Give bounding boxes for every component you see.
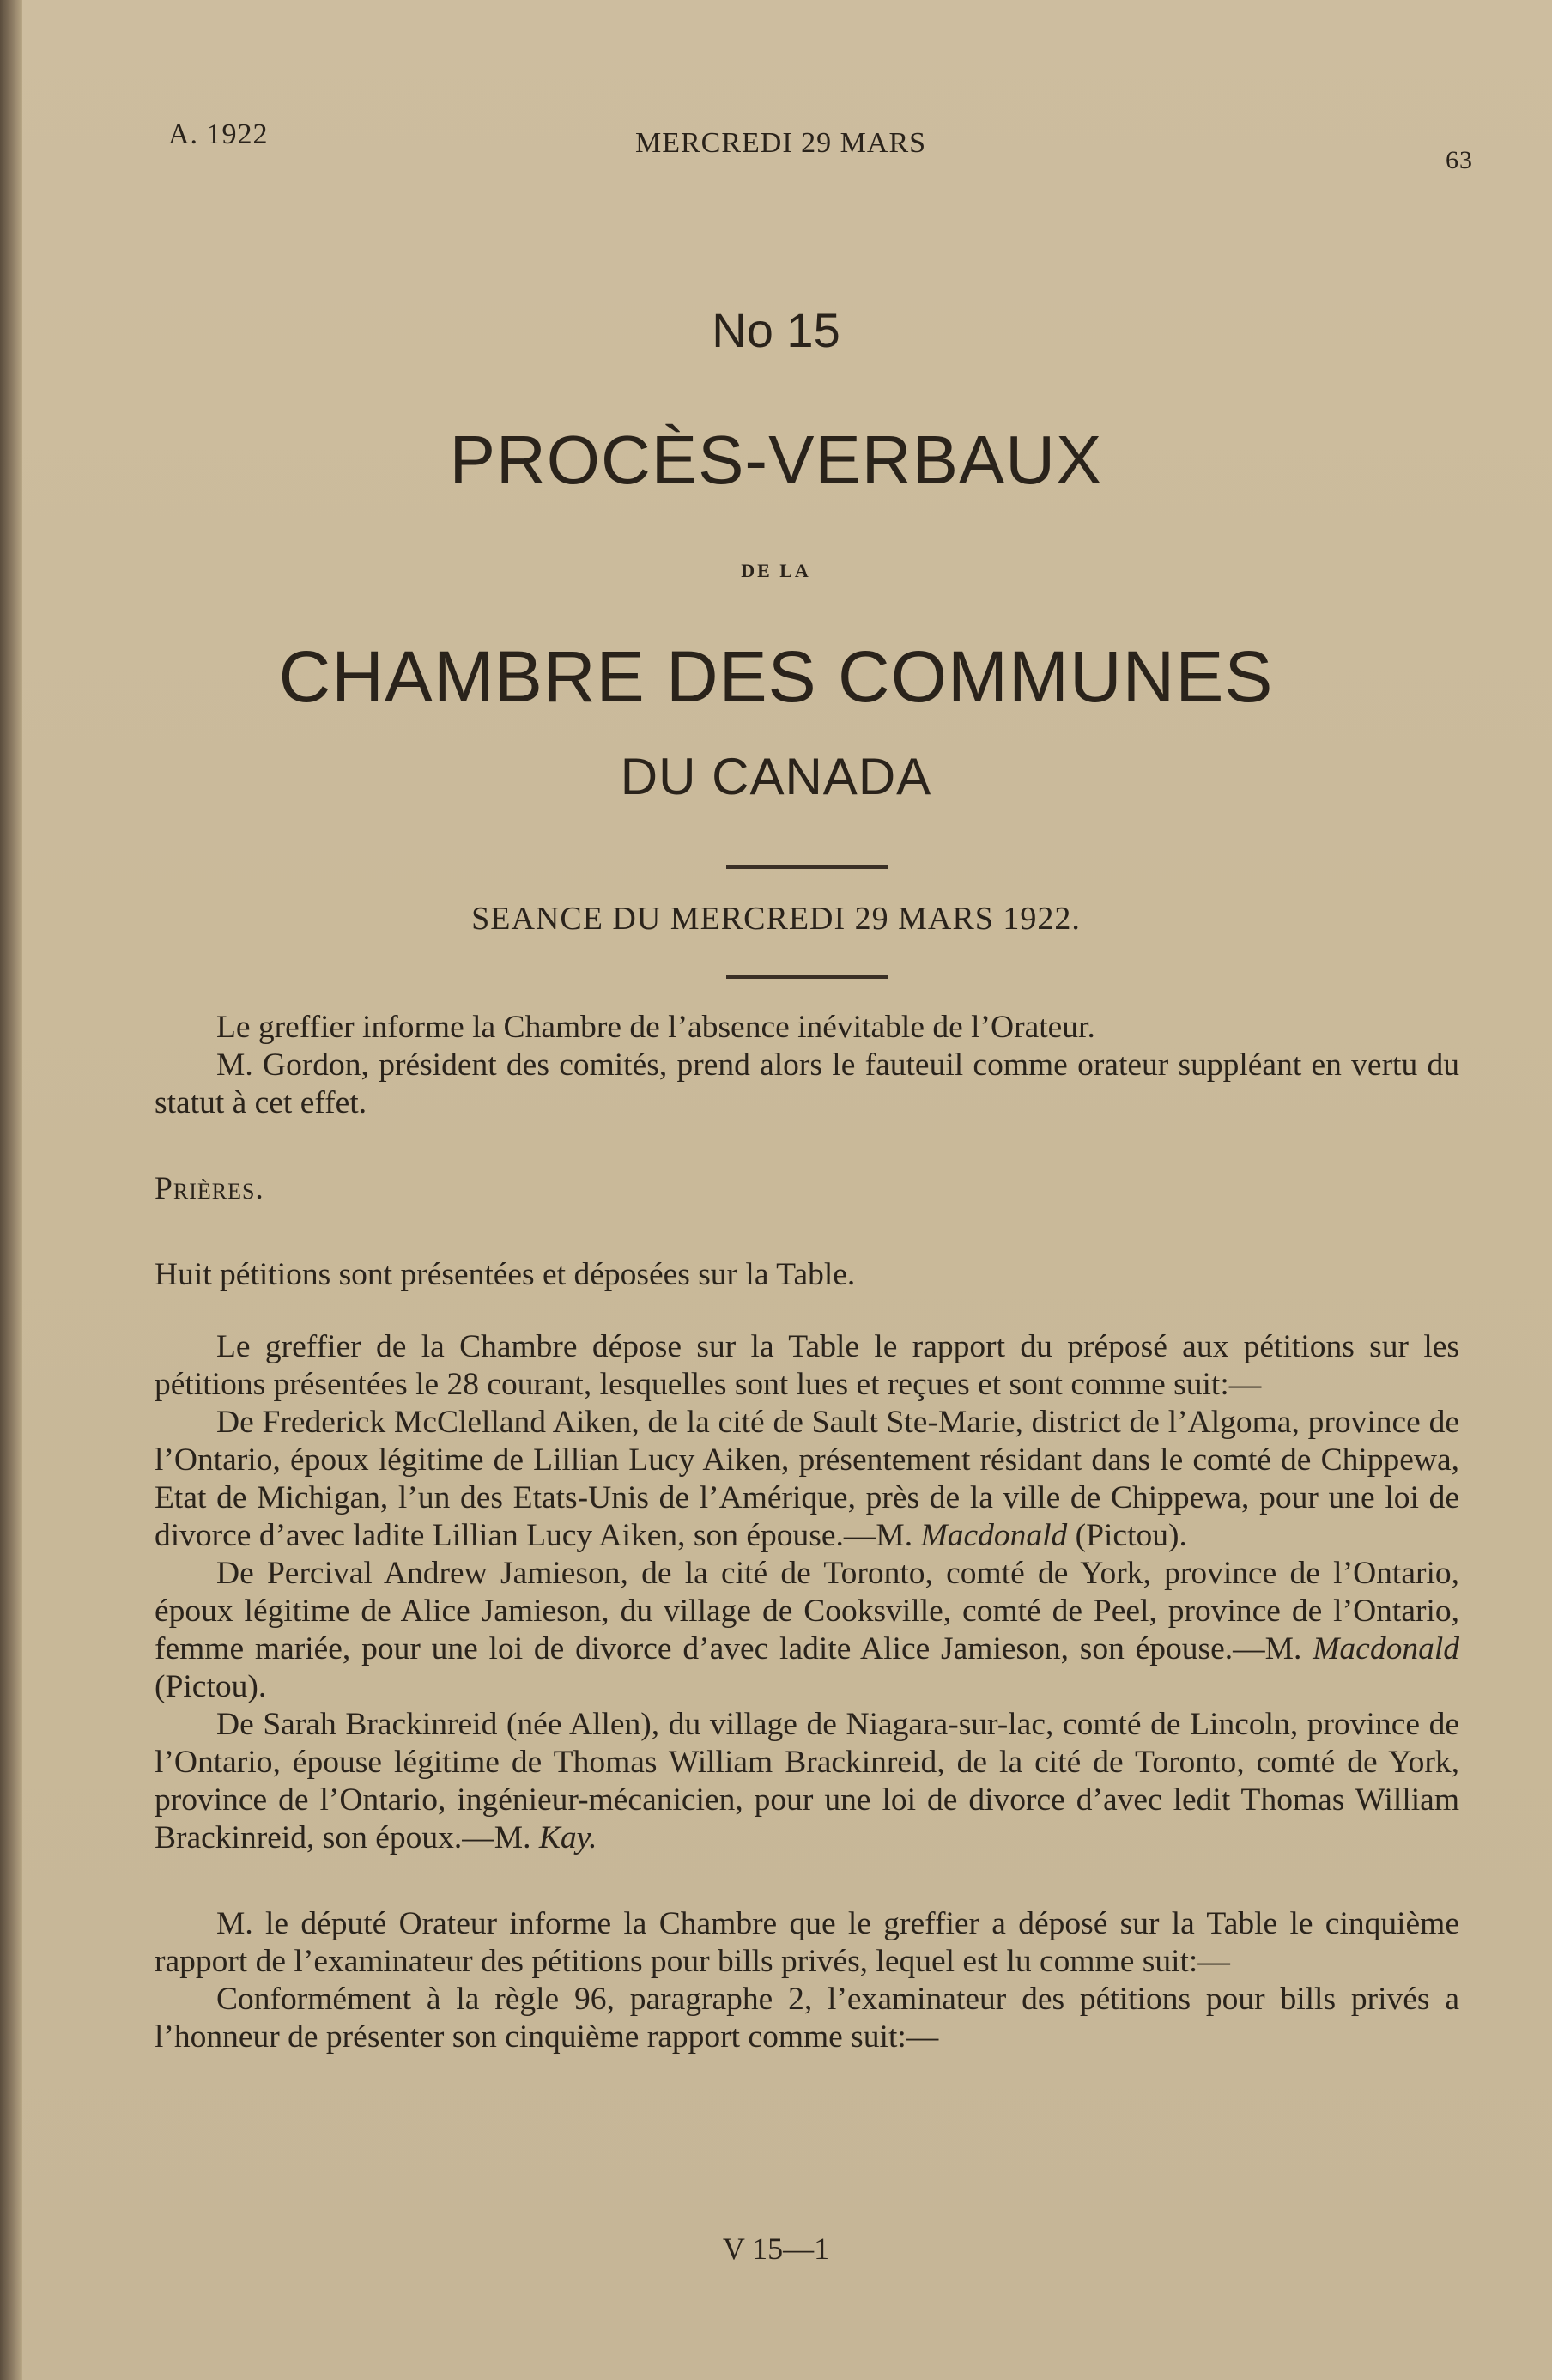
- paragraph-fifth-report: M. le député Orateur informe la Chambre que le greffier a déposé sur la Table le cinquième rapport de l’examinateur des pétitions pour bills privés, lequel est lu comme suit:—: [155, 1906, 1459, 1979]
- petition-aiken-member: Macdonald: [920, 1518, 1068, 1553]
- petition-aiken-text: De Frederick McClelland Aiken, de la cité de Sault Ste-Marie, district de l’Algoma, province de l’Ontario, époux légitime de Lillian Lucy Aiken, présentement résidant dans le comté de Chippewa, Etat de Michigan, l’un des Etats-Unis de l’Amérique, près de la ville de Chippewa, pour une loi de divorce d’avec ladite Lillian Lucy Aiken, son épouse.—M.: [155, 1405, 1459, 1553]
- paragraph-rule-96: Conformément à la règle 96, paragraphe 2, l’examinateur des pétitions pour bills privés a l’honneur de présenter son cinquième rapport comme suit:—: [155, 1982, 1459, 2055]
- header-date: MERCREDI 29 MARS: [635, 127, 927, 159]
- chamber-name: CHAMBRE DES COMMUNES: [278, 636, 1274, 717]
- page-number: 63: [1446, 146, 1473, 174]
- petition-jamieson-riding: (Pictou).: [155, 1669, 267, 1704]
- country-name: DU CANADA: [620, 748, 932, 805]
- signature-mark: V 15—1: [722, 2231, 830, 2266]
- minutes-body: [155, 1009, 1459, 2056]
- divider-top: [726, 865, 888, 869]
- petition-jamieson-member: Macdonald: [1313, 1631, 1459, 1667]
- paragraph-deputy-chair: M. Gordon, président des comités, prend alors le fauteuil comme orateur suppléant en vertu du statut à cet effet.: [155, 1047, 1459, 1120]
- issue-number: No 15: [712, 303, 840, 357]
- document-title: PROCÈS-VERBAUX: [449, 422, 1103, 498]
- paragraph-prayers: Prières.: [155, 1171, 264, 1206]
- header-year: A. 1922: [168, 118, 269, 150]
- petition-aiken: [155, 1404, 1459, 1555]
- petition-brackinreid-text: De Sarah Brackinreid (née Allen), du village de Niagara-sur-lac, comté de Lincoln, province de l’Ontario, épouse légitime de Thomas William Brackinreid, de la cité de Toronto, comté de York, province de l’Ontario, ingénieur-mécanicien, pour une loi de divorce d’avec ledit Thomas William Brackinreid, son époux.—M.: [155, 1707, 1459, 1855]
- title-connector: DE LA: [741, 560, 811, 581]
- petition-brackinreid: [155, 1706, 1459, 1857]
- paragraph-absence: Le greffier informe la Chambre de l’absence inévitable de l’Orateur.: [216, 1010, 1095, 1045]
- paragraph-clerk-report: Le greffier de la Chambre dépose sur la Table le rapport du préposé aux pétitions sur les pétitions présentées le 28 courant, lesquelles sont lues et reçues et sont comme suit:—: [155, 1329, 1459, 1402]
- divider-bottom: [726, 975, 888, 979]
- petition-aiken-riding: (Pictou).: [1067, 1518, 1187, 1553]
- session-heading: SEANCE DU MERCREDI 29 MARS 1922.: [471, 901, 1081, 937]
- petition-brackinreid-member: Kay.: [538, 1820, 597, 1855]
- petition-jamieson-text: De Percival Andrew Jamieson, de la cité de Toronto, comté de York, province de l’Ontario, époux légitime de Alice Jamieson, du village de Cooksville, comté de Peel, province de l’Ontario, femme mariée, pour une loi de divorce d’avec ladite Alice Jamieson, son épouse.—M.: [155, 1556, 1459, 1667]
- petition-jamieson: [155, 1555, 1459, 1706]
- paragraph-petitions-presented: Huit pétitions sont présentées et déposées sur la Table.: [155, 1257, 856, 1292]
